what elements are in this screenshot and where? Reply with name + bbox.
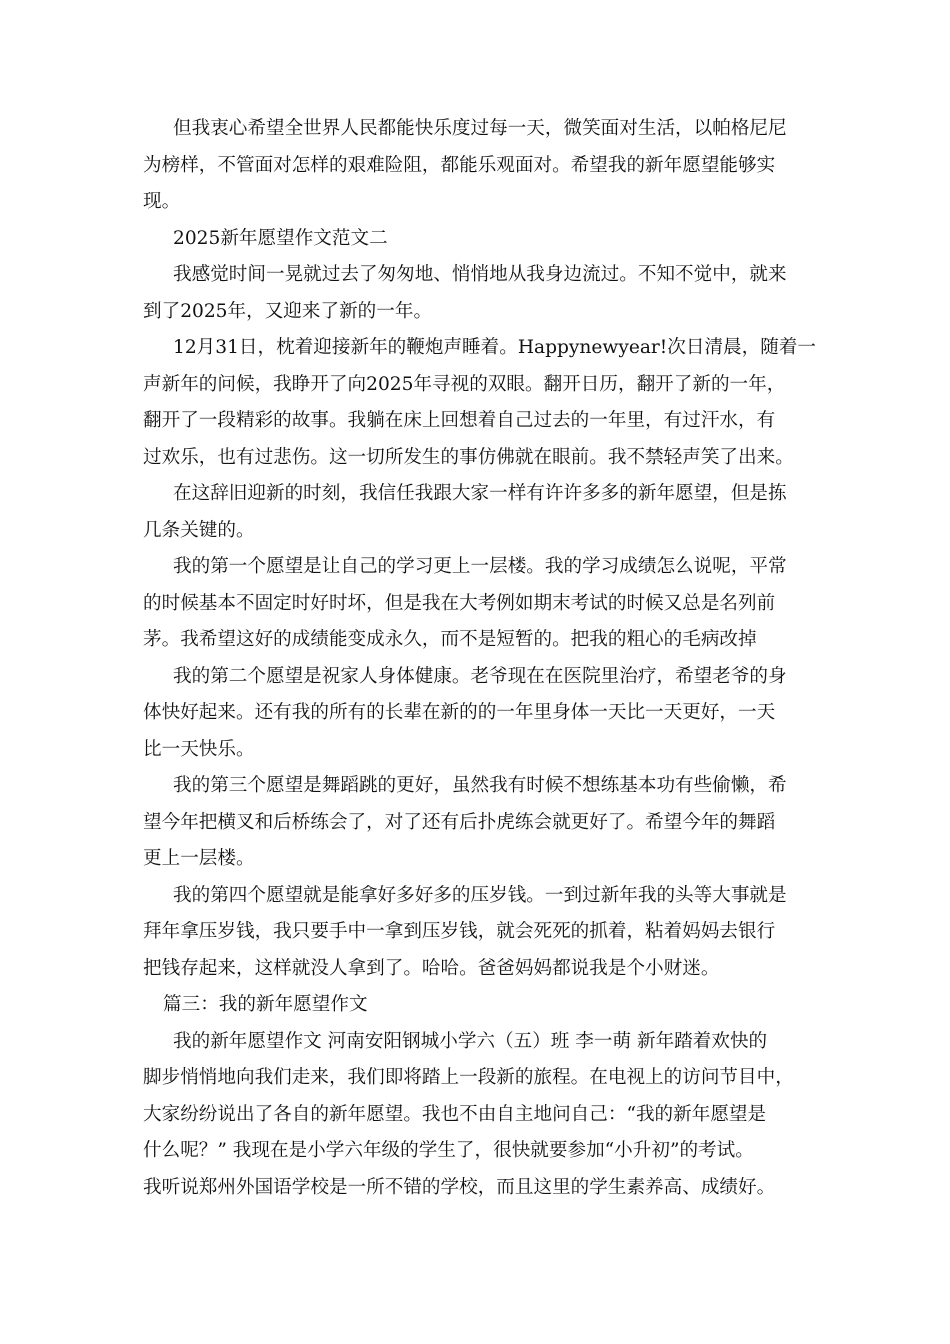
paragraph-line: 我感觉时间一晃就过去了匆匆地、悄悄地从我身边流过。不知不觉中，就来: [173, 264, 787, 285]
paragraph-line: 大家纷纷说出了各自的新年愿望。我也不由自主地问自己：“我的新年愿望是: [143, 1103, 767, 1125]
paragraph-line: 更上一层楼。: [143, 848, 255, 869]
paragraph-line: 我的第三个愿望是舞蹈跳的更好，虽然我有时候不想练基本功有些偷懒，希: [173, 775, 787, 796]
paragraph-line: 几条关键的。: [143, 519, 255, 541]
paragraph-line: 拜年拿压岁钱，我只要手中一拿到压岁钱，就会死死的抓着，粘着妈妈去银行: [143, 921, 776, 942]
paragraph-line: 12月31日，枕着迎接新年的鞭炮声睡着。Happynewyear!次日清晨，随着一: [173, 337, 817, 358]
section-heading: 2025新年愿望作文范文二: [173, 227, 388, 249]
paragraph-line: 把钱存起来，这样就没人拿到了。哈哈。爸爸妈妈都说我是个小财迷。: [143, 957, 720, 979]
paragraph-line: 我的第四个愿望就是能拿好多好多的压岁钱。一到过新年我的头等大事就是: [173, 884, 787, 906]
paragraph-line: 但我衷心希望全世界人民都能快乐度过每一天，微笑面对生活，以帕格尼尼: [173, 118, 787, 139]
paragraph-line: 的时候基本不固定时好时坏，但是我在大考例如期末考试的时候又总是名列前: [143, 592, 776, 614]
paragraph-line: 到了2025年，又迎来了新的一年。: [143, 300, 433, 322]
section-heading: 篇三：我的新年愿望作文: [163, 994, 368, 1015]
paragraph-line: 翻开了一段精彩的故事。我躺在床上回想着自己过去的一年里，有过汗水，有: [143, 410, 776, 431]
paragraph-line: 茅。我希望这好的成绩能变成永久，而不是短暂的。把我的粗心的毛病改掉: [143, 629, 757, 650]
paragraph-line: 我的第二个愿望是祝家人身体健康。老爷现在在医院里治疗，希望老爷的身: [173, 665, 787, 687]
paragraph-line: 体快好起来。还有我的所有的长辈在新的的一年里身体一天比一天更好，一天: [143, 702, 776, 723]
paragraph-line: 我听说郑州外国语学校是一所不错的学校，而且这里的学生素养高、成绩好。: [143, 1176, 776, 1198]
paragraph-line: 我的第一个愿望是让自己的学习更上一层楼。我的学习成绩怎么说呢，平常: [173, 556, 787, 577]
paragraph-line: 为榜样，不管面对怎样的艰难险阻，都能乐观面对。希望我的新年愿望能够实: [143, 154, 776, 176]
paragraph-line: 脚步悄悄地向我们走来，我们即将踏上一段新的旅程。在电视上的访问节目中，: [143, 1067, 794, 1088]
document-page: [143, 111, 817, 1206]
paragraph-line: 什么呢？” 我现在是小学六年级的学生了，很快就要参加“小升初”的考试。: [143, 1140, 754, 1161]
paragraph-line: 比一天快乐。: [143, 738, 255, 760]
paragraph-line: 声新年的问候，我睁开了向2025年寻视的双眼。翻开日历，翻开了新的一年，: [143, 373, 786, 395]
paragraph-line: 望今年把横叉和后桥练会了，对了还有后扑虎练会就更好了。希望今年的舞蹈: [143, 811, 776, 833]
paragraph-line: 过欢乐，也有过悲伤。这一切所发生的事仿佛就在眼前。我不禁轻声笑了出来。: [143, 446, 794, 468]
paragraph-line: 我的新年愿望作文 河南安阳钢城小学六（五）班 李一萌 新年踏着欢快的: [173, 1030, 768, 1052]
paragraph-line: 现。: [143, 191, 181, 212]
paragraph-line: 在这辞旧迎新的时刻，我信任我跟大家一样有许许多多的新年愿望，但是拣: [173, 483, 787, 504]
